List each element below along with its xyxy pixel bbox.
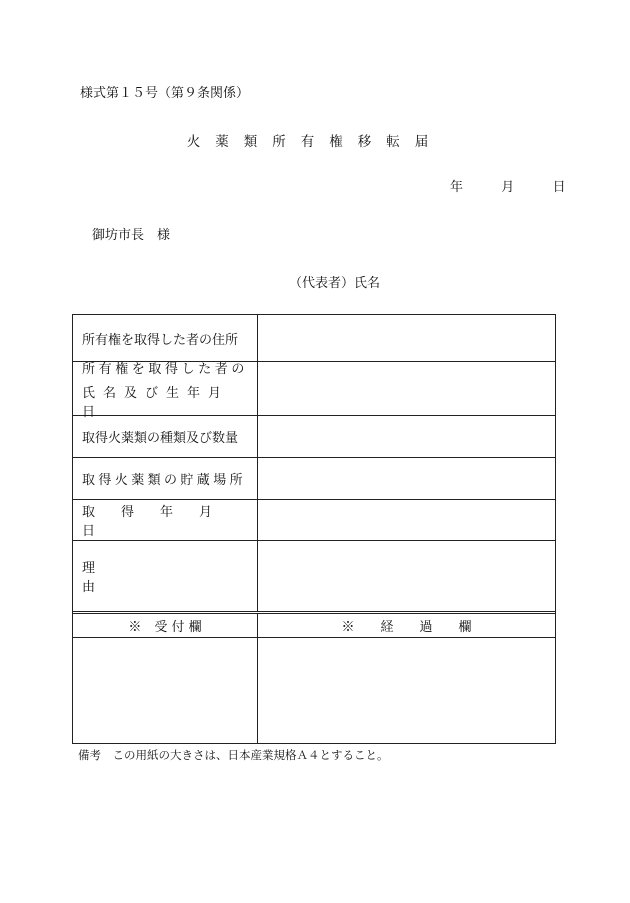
reception-header	[73, 614, 258, 637]
label-acquirer-name-line1: 所有権を取得した者の	[82, 361, 249, 377]
value-acquirer-name-birth[interactable]	[258, 362, 555, 415]
row-explosive-type-quantity	[73, 416, 555, 458]
form-table	[72, 314, 556, 744]
row-label	[73, 315, 258, 361]
row-label	[73, 458, 258, 499]
value-acquirer-address[interactable]	[258, 315, 555, 361]
row-office-entries	[73, 638, 555, 743]
applicant-name-label: （代表者）氏名	[289, 276, 381, 291]
date-year: 年	[450, 180, 464, 195]
row-label	[73, 541, 258, 611]
label-acquirer-address: 所有権を取得した者の住所	[82, 332, 239, 348]
document-title	[0, 130, 630, 150]
value-acquisition-date[interactable]	[258, 500, 555, 540]
row-acquirer-name-birth	[73, 361, 555, 420]
row-label	[73, 361, 258, 420]
remarks-note: 備考 この用紙の大きさは、日本産業規格Ａ４とすること。	[78, 748, 389, 762]
progress-header-text: ※ 経 過 欄	[341, 620, 472, 635]
value-reason[interactable]	[258, 541, 555, 611]
row-acquirer-address	[73, 315, 555, 362]
row-office-headers	[73, 614, 555, 638]
label-explosive-type-quantity: 取得火薬類の種類及び数量	[82, 431, 239, 446]
progress-header	[258, 614, 555, 637]
document-title-text: 火薬類所有権移転届	[186, 134, 444, 150]
value-storage-location[interactable]	[258, 458, 555, 499]
row-label	[73, 416, 258, 457]
reception-header-text: ※ 受 付 欄	[128, 620, 202, 635]
row-reason	[73, 541, 555, 614]
row-label	[73, 500, 258, 540]
date-month: 月	[501, 180, 515, 195]
addressee: 御坊市長 様	[92, 228, 171, 243]
progress-entry-box[interactable]	[258, 638, 555, 743]
row-acquisition-date	[73, 500, 555, 541]
row-storage-location	[73, 458, 555, 500]
reception-entry-box[interactable]	[73, 638, 258, 743]
label-storage-location: 取得火薬類の貯蔵場所	[82, 473, 247, 488]
date-day: 日	[552, 180, 566, 195]
date-line	[450, 176, 566, 195]
label-acquirer-name-line2: 氏名及び生年月日	[82, 385, 230, 420]
label-acquisition-date: 取得年月日	[82, 505, 239, 539]
label-reason: 理由	[82, 561, 224, 595]
form-number: 様式第１５号（第９条関係）	[80, 86, 250, 101]
value-explosive-type-quantity[interactable]	[258, 416, 555, 457]
